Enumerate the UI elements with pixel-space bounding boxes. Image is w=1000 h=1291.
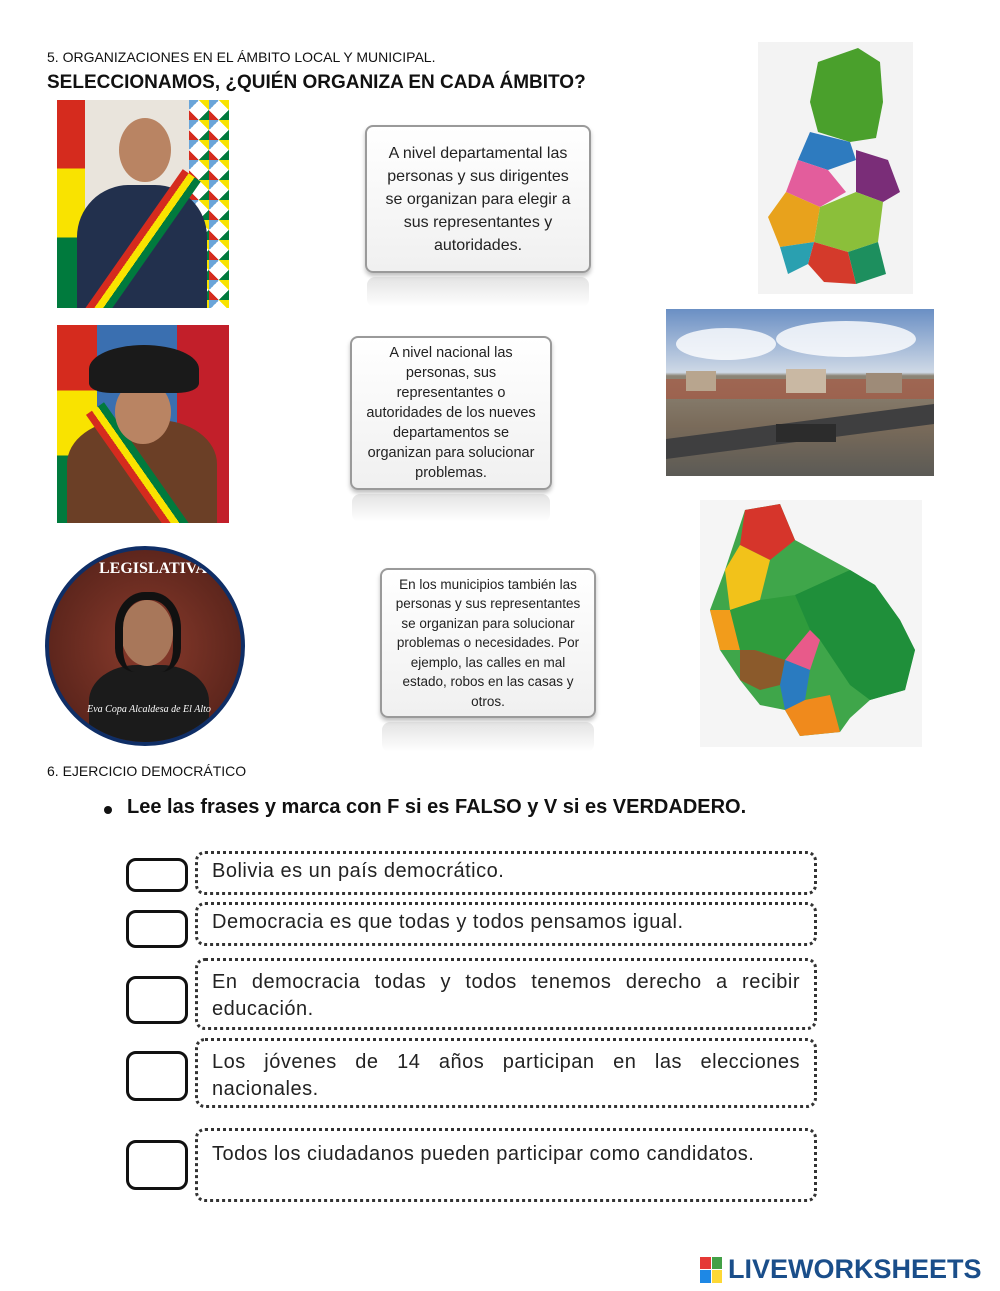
statement-text: Bolivia es un país democrático. (212, 860, 505, 882)
photo-mayor[interactable] (41, 542, 249, 752)
option-box-text: A nivel departamental las personas y sus dirigentes se organizan para elegir a sus representantes y autoridades. (385, 144, 571, 254)
statement-1 (195, 851, 817, 895)
statement-text: Democracia es que todas y todos pensamos igual. (212, 911, 684, 933)
bullet-icon (104, 806, 112, 814)
answer-box-4[interactable] (126, 1051, 188, 1101)
section-5-title: 5. ORGANIZACIONES EN EL ÁMBITO LOCAL Y MUNICIPAL. (47, 49, 436, 65)
photo-city[interactable] (666, 309, 934, 476)
statement-4 (195, 1038, 817, 1108)
brand-name: LIVEWORKSHEETS (728, 1254, 982, 1284)
photo-governor[interactable] (57, 325, 229, 523)
photo-department-map[interactable] (758, 42, 913, 294)
answer-box-3[interactable] (126, 976, 188, 1024)
statement-text: Todos los ciudadanos pueden participar como candidatos. (212, 1143, 755, 1165)
liveworksheets-logo-icon (700, 1257, 722, 1283)
statement-3 (195, 958, 817, 1030)
section-6-title: 6. EJERCICIO DEMOCRÁTICO (47, 763, 247, 779)
statement-5 (195, 1128, 817, 1202)
answer-box-1[interactable] (126, 858, 188, 892)
option-box-nacional[interactable] (350, 336, 552, 490)
photo-president[interactable] (57, 100, 229, 308)
option-box-text: A nivel nacional las personas, sus representantes o autoridades de los nueves departamentos se organizan para solucionar problemas. (366, 345, 536, 481)
statement-2 (195, 902, 817, 946)
statement-text: En democracia todas y todos tenemos derecho a recibir educación. (212, 971, 800, 1020)
instruction-text: Lee las frases y marca con F si es FALSO y V si es VERDADERO. (127, 796, 747, 818)
option-box-departamental[interactable] (365, 125, 591, 273)
answer-box-2[interactable] (126, 910, 188, 948)
statement-text: Los jóvenes de 14 años participan en las elecciones nacionales. (212, 1051, 800, 1100)
answer-box-5[interactable] (126, 1140, 188, 1190)
photo-bolivia-map[interactable] (700, 500, 922, 747)
photo-caption: Eva Copa Alcaldesa de El Alto (87, 704, 211, 715)
option-box-text: En los municipios también las personas y sus representantes se organizan para solucionar problemas o necesidades. Por ejemplo, las calles en mal estado, robos en las casas y otros. (395, 576, 581, 709)
option-box-municipal[interactable] (380, 568, 596, 718)
banner-text: LEGISLATIVA (99, 560, 207, 577)
section-5-subtitle: SELECCIONAMOS, ¿QUIÉN ORGANIZA EN CADA ÁMBITO? (47, 72, 586, 93)
liveworksheets-logo[interactable] (700, 1254, 982, 1285)
